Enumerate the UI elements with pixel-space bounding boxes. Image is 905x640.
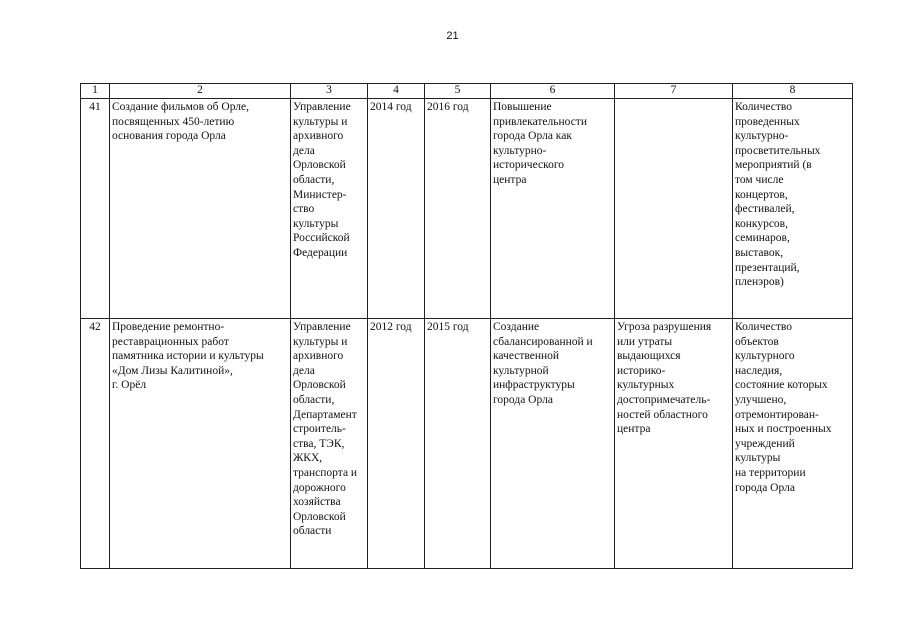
end-year: 2015 год — [425, 319, 491, 569]
start-year: 2014 год — [368, 99, 425, 319]
row-number: 42 — [81, 319, 110, 569]
expected-result: Повышение привлекательности города Орла как культурно- исторического центра — [491, 99, 615, 319]
start-year: 2012 год — [368, 319, 425, 569]
risk — [615, 99, 733, 319]
header-col-1: 1 — [81, 84, 110, 99]
expected-result: Создание сбалансированной и качественной культурной инфраструктуры города Орла — [491, 319, 615, 569]
event-name: Проведение ремонтно- реставрационных работ памятника истории и культуры «Дом Лизы Калитиной», г. Орёл — [110, 319, 291, 569]
header-col-7: 7 — [615, 84, 733, 99]
header-row — [81, 84, 853, 99]
indicator: Количество объектов культурного наследия, состояние которых улучшено, отремонтирован- ных и построенных учреждений культуры на территории города Орла — [733, 319, 853, 569]
header-col-3: 3 — [291, 84, 368, 99]
risk: Угроза разрушения или утраты выдающихся историко- культурных достопримечатель- ностей областного центра — [615, 319, 733, 569]
event-name: Создание фильмов об Орле, посвященных 450-летию основания города Орла — [110, 99, 291, 319]
row-number: 41 — [81, 99, 110, 319]
header-col-6: 6 — [491, 84, 615, 99]
header-col-5: 5 — [425, 84, 491, 99]
table-row — [81, 319, 853, 569]
page-number: 21 — [446, 30, 459, 42]
table-row — [81, 99, 853, 319]
indicator: Количество проведенных культурно- просветительных мероприятий (в том числе концертов, фестивалей, конкурсов, семинаров, выставок, презентаций, пленэров) — [733, 99, 853, 319]
header-col-4: 4 — [368, 84, 425, 99]
program-table — [80, 83, 853, 569]
executor: Управление культуры и архивного дела Орловской области, Департамент строитель- ства, ТЭК, ЖКХ, транспорта и дорожного хозяйства Орловской области — [291, 319, 368, 569]
header-col-8: 8 — [733, 84, 853, 99]
executor: Управление культуры и архивного дела Орловской области, Министер- ство культуры Российской Федерации — [291, 99, 368, 319]
header-col-2: 2 — [110, 84, 291, 99]
end-year: 2016 год — [425, 99, 491, 319]
